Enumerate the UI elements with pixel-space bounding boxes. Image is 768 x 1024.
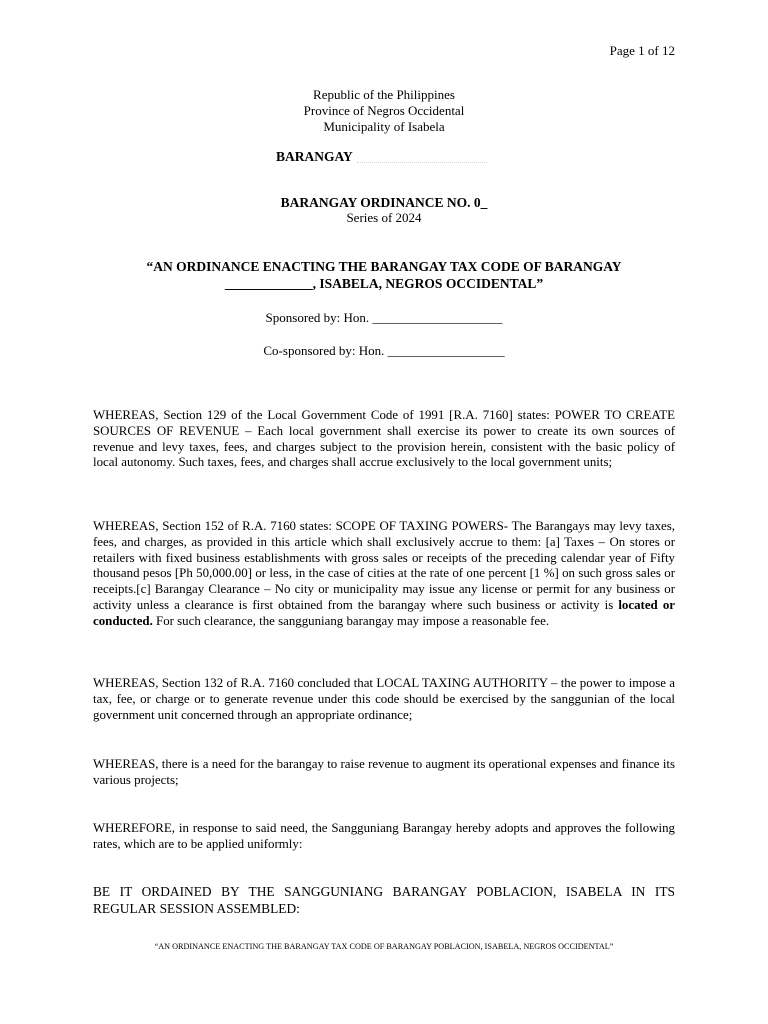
paragraph-text: For such clearance, the sangguniang barangay may impose a reasonable fee. bbox=[152, 613, 550, 628]
whereas-paragraph-revenue-need: WHEREAS, there is a need for the barangay to raise revenue to augment its operational expenses and finance its various projects; bbox=[93, 757, 675, 787]
cosponsored-by: Co-sponsored by: Hon. __________________ bbox=[263, 343, 505, 358]
page-number: Page 1 of 12 bbox=[609, 43, 675, 58]
barangay-name-blank bbox=[357, 149, 487, 163]
whereas-paragraph-section-132: WHEREAS, Section 132 of R.A. 7160 concluded that LOCAL TAXING AUTHORITY – the power to impose a tax, fee, or charge or to generate revenue under this code should be exercised by the sanggunian of the local government unit concerned through an appropriate ordinance; bbox=[93, 676, 675, 722]
whereas-paragraph-section-129: WHEREAS, Section 129 of the Local Government Code of 1991 [R.A. 7160] states: POWER TO CREATE SOURCES OF REVENUE – Each local government shall exercise its power to create its own sources of revenue and levy taxes, fees, and charges subject to the provision herein, consistent with the basic policy of local autonomy. Such taxes, fees, and charges shall accrue exclusively to the local government units; bbox=[93, 408, 675, 470]
page-footer: “AN ORDINANCE ENACTING THE BARANGAY TAX CODE OF BARANGAY POBLACION, ISABELA, NEGROS OCCIDENTAL” bbox=[154, 942, 614, 951]
wherefore-paragraph: WHEREFORE, in response to said need, the Sangguniang Barangay hereby adopts and approves the following rates, which are to be applied uniformly: bbox=[93, 821, 675, 851]
be-it-ordained-clause: BE IT ORDAINED BY THE SANGGUNIANG BARANGAY POBLACION, ISABELA IN ITS REGULAR SESSION ASSEMBLED: bbox=[93, 884, 675, 916]
sponsored-by: Sponsored by: Hon. ____________________ bbox=[265, 310, 503, 325]
whereas-paragraph-section-152 bbox=[93, 519, 675, 630]
ordinance-title-line2: _____________, ISABELA, NEGROS OCCIDENTAL” bbox=[224, 276, 544, 291]
header-province: Province of Negros Occidental bbox=[303, 103, 465, 118]
ordinance-title-line1: “AN ORDINANCE ENACTING THE BARANGAY TAX CODE OF BARANGAY bbox=[146, 259, 622, 274]
header-municipality: Municipality of Isabela bbox=[323, 119, 445, 134]
ordinance-number: BARANGAY ORDINANCE NO. 0_ bbox=[280, 195, 488, 210]
paragraph-text: WHEREAS, Section 152 of R.A. 7160 states: SCOPE OF TAXING POWERS- The Barangays may levy taxes, fees, and charges, as provided in this article which shall exclusively accrue to them: [a] Taxes – On stores or retailers with fixed business establishments with gross sales or receipts of the preceding calendar year of Fifty thousand pesos [Ph 50,000.00] or less, in the case of cities at the rate of one percent [1 %] on such gross sales or receipts.[c] Barangay Clearance – No city or municipality may issue any license or permit for any business or activity unless a clearance is first obtained from the barangay where such business or activity is bbox=[93, 519, 675, 612]
header-country: Republic of the Philippines bbox=[313, 87, 455, 102]
barangay-label: BARANGAY bbox=[276, 149, 353, 164]
document-header bbox=[0, 87, 768, 135]
ordinance-title bbox=[100, 258, 668, 292]
ordinance-series: Series of 2024 bbox=[346, 210, 422, 225]
barangay-name-line bbox=[276, 148, 487, 165]
paragraph-bold-text: located or conducted. bbox=[93, 597, 675, 628]
